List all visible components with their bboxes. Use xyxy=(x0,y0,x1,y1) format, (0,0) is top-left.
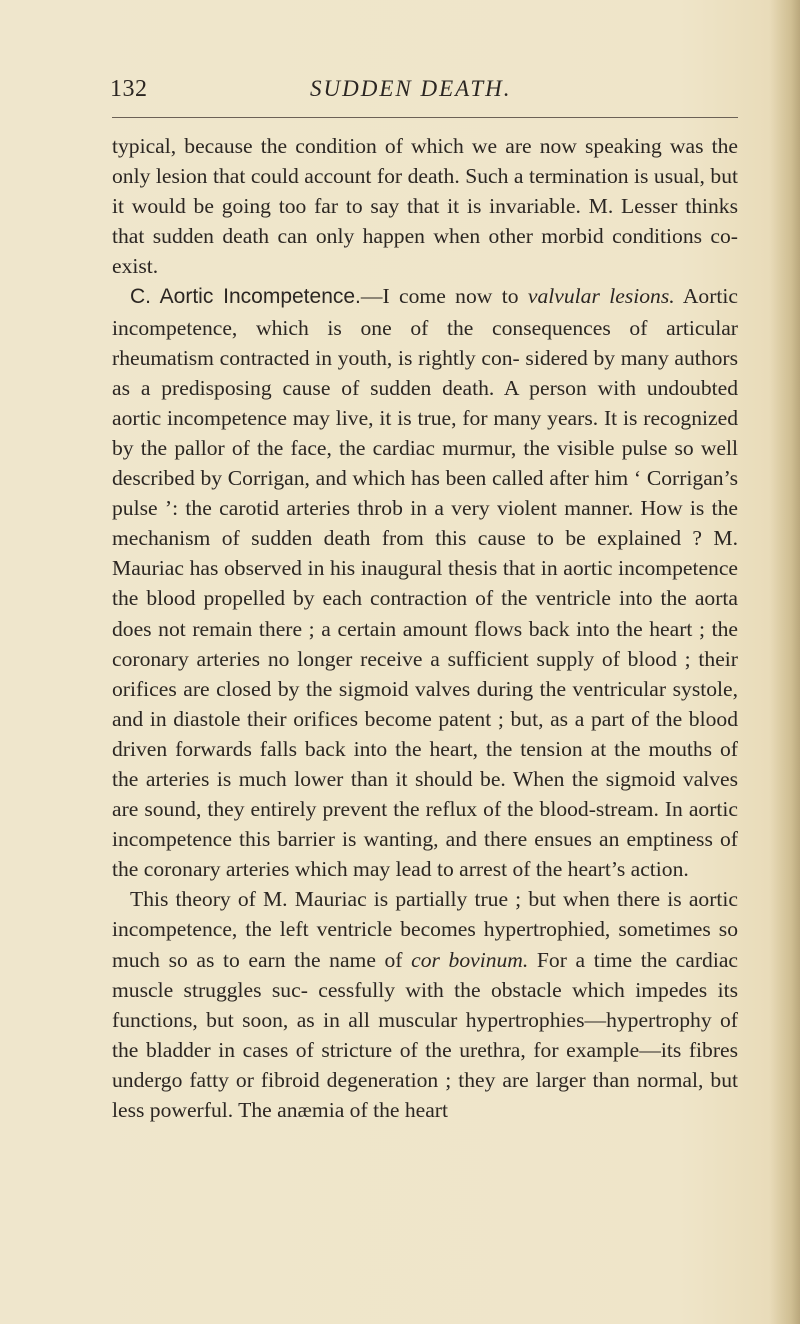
section-heading: C. Aortic Incompetence. xyxy=(130,285,361,309)
paragraph-2-lead: —I come now to xyxy=(360,284,528,309)
paragraph-3-italic: cor bovinum. xyxy=(411,947,529,972)
paragraph-2-italic: valvular lesions. xyxy=(527,284,675,309)
header-rule xyxy=(112,117,738,118)
paragraph-3-text: For a time the cardiac muscle struggles suc- cessfully with the obstacle which impedes its functions, but soon, as in all muscular hypertrophies—hypertrophy of the bladder in cases of stricture of the urethra, for example—its fibres undergo fatty or fibroid degeneration ; they are larger than normal, but less powerful. The anæmia of the heart xyxy=(112,947,739,1122)
paragraph-aortic-incompetence xyxy=(112,281,738,884)
paragraph-theory xyxy=(112,884,738,1125)
paragraph-1-text: typical, because the condition of which we are now speaking was the only lesion that could account for death. Such a termination is usual, but it would be going too far to say that it is invariable. M. Lesser thinks that sudden death can only happen when other morbid conditions co-exist. xyxy=(112,134,738,279)
paragraph-2-text: Aortic incompetence, which is one of the consequences of articular rheumatism contracted in youth, is rightly con- sidered by many authors as a predisposing cause of sudden death. A person with undoubted aortic incompetence may live, it is true, for many years. It is recognized by the pallor of the face, the cardiac murmur, the visible pulse so well described by Corrigan, and which has been called after him ‘ Corrigan’s pulse ’: the carotid arteries throb in a very violent manner. How is the mechanism of sudden death from this cause to be explained ? M. Mauriac has observed in his inaugural thesis that in aortic incompetence the blood propelled by each contraction of the ventricle into the aorta does not remain there ; a certain amount flows back into the heart ; the coronary arteries no longer receive a sufficient supply of blood ; their orifices are closed by the sigmoid valves during the ventricular systole, and in diastole their orifices become patent ; but, as a part of the blood driven forwards falls back into the heart, the tension at the mouths of the arteries is much lower than it should be. When the sigmoid valves are sound, they entirely prevent the reflux of the blood-stream. In aortic incompetence this barrier is wanting, and there ensues an emptiness of the coronary arteries which may lead to arrest of the heart’s action. xyxy=(112,284,738,882)
page-number: 132 xyxy=(110,76,148,102)
paragraph-continuation xyxy=(112,131,738,281)
body-text xyxy=(112,131,738,1125)
paragraph-3-lead: This theory of M. Mauriac is partially true ; but when there is aortic incompetence, the left ventricle becomes hypertrophied, sometimes so much so as to earn the name of xyxy=(112,887,738,972)
page-edge-shadow xyxy=(770,0,800,1324)
running-head: SUDDEN DEATH. xyxy=(310,76,512,101)
page-header xyxy=(110,76,740,112)
